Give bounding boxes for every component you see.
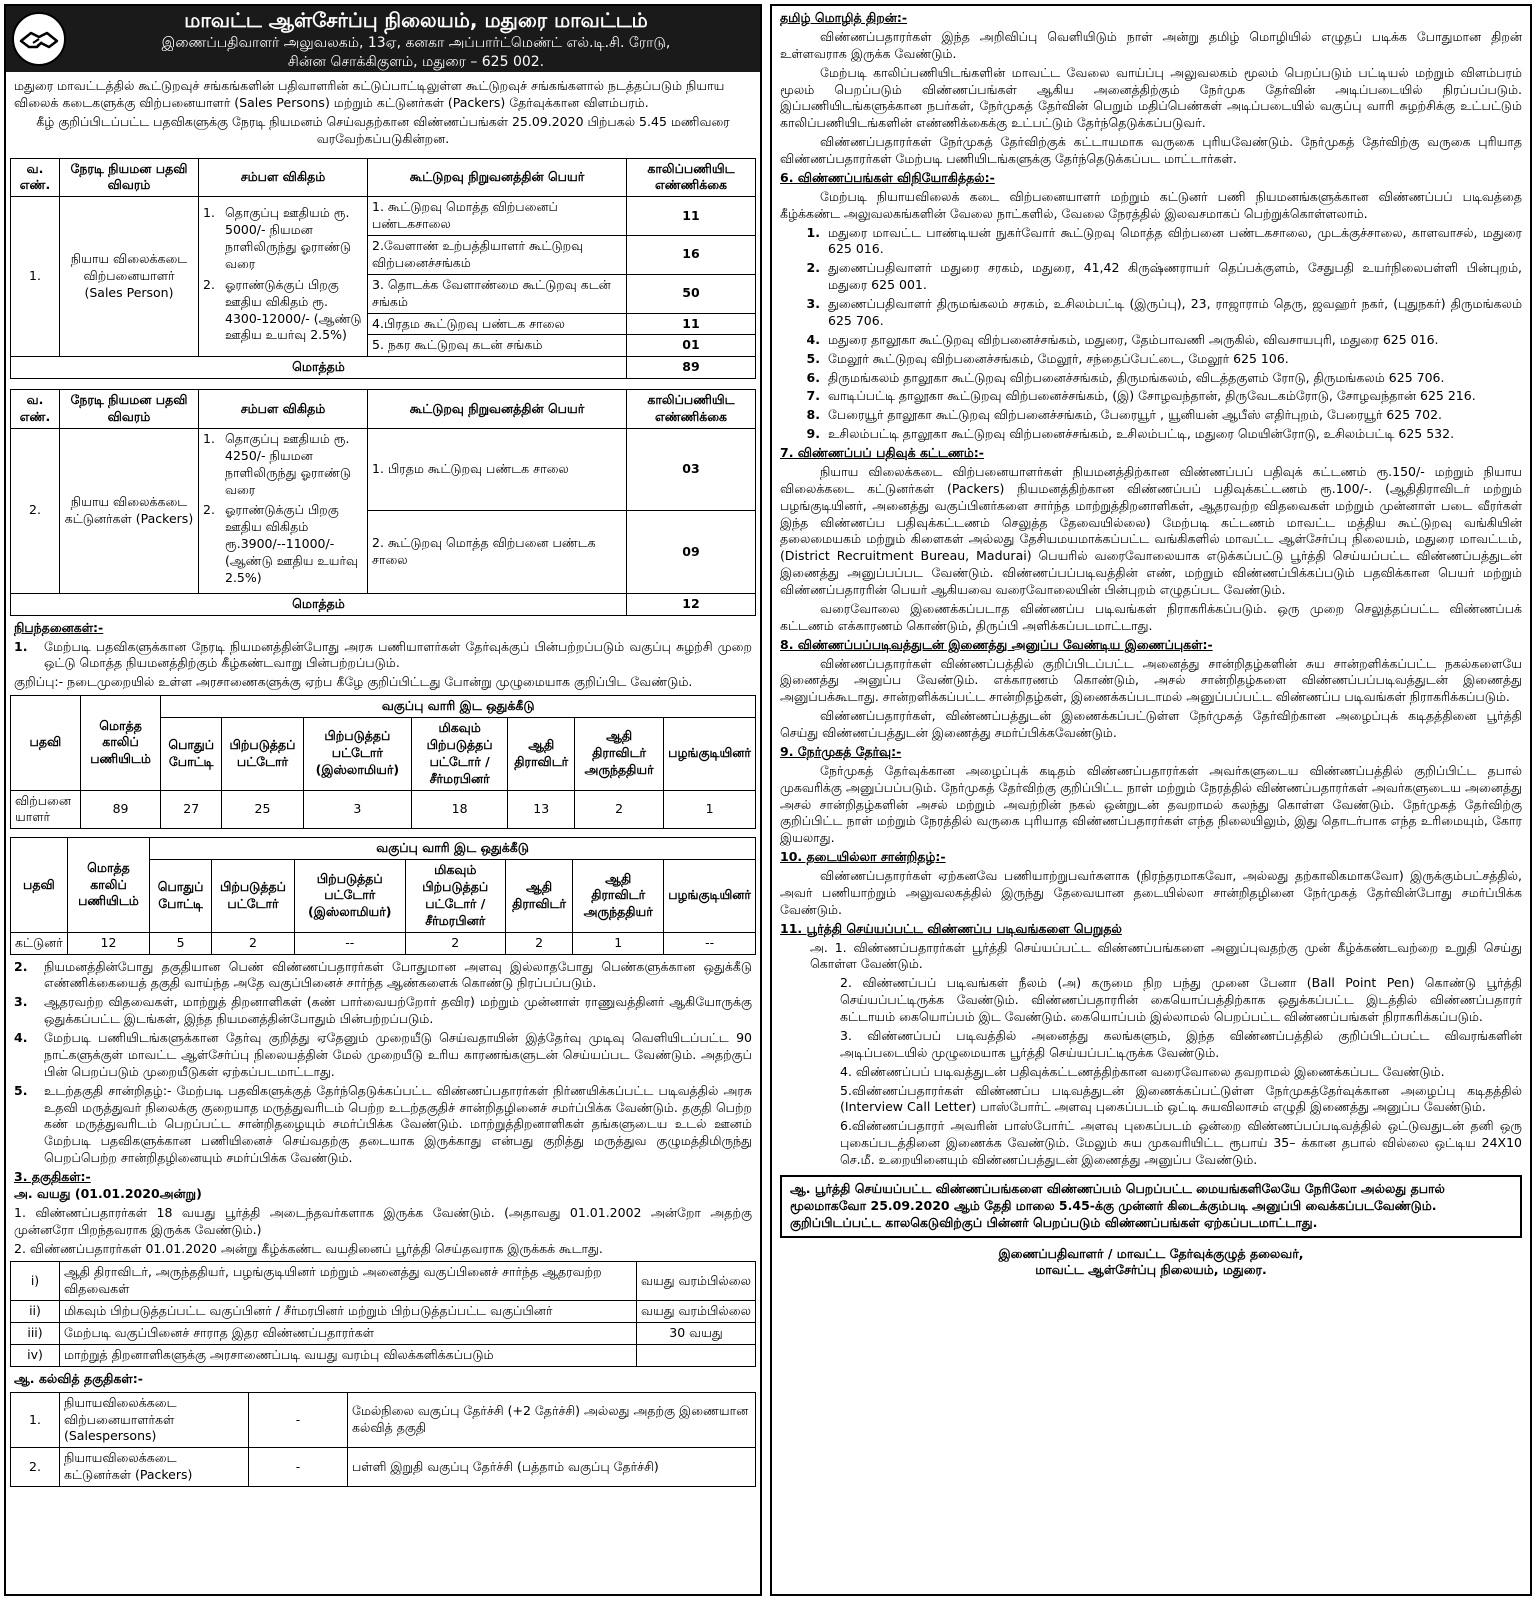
left-column	[4, 4, 762, 1596]
org-count: 16	[627, 236, 756, 275]
header	[6, 6, 760, 72]
row-post: நியாய விலைக்கடை கட்டுனர்கள் (Packers)	[60, 428, 199, 593]
section-10-heading: 10. தடையில்லா சான்றிதழ்:-	[780, 849, 946, 865]
reservation-table-sales: பதவி மொத்த காலிப் பணியிடம் வகுப்பு வாரி இட ஒதுக்கீடு பொதுப் போட்டி பிற்படுத்தப் பட்டோர் பிற்படுத்தப் பட்டோர் (இஸ்லாமியர்) மிகவும் பிற்படுத்தப் பட்டோர் / சீர்மரபினர் ஆதி திராவிடர் ஆதி திராவிடர் அருந்ததியர் பழங்குடியினர் விற்பனை யாளர் 89 27 25 3 18 13 2 1	[10, 695, 756, 829]
list-item: 9. உசிலம்பட்டி தாலூகா கூட்டுறவு விற்பனைச்சங்கம், உசிலம்பட்டி, மதுரை மெயின்ரோடு, உசிலம்பட்டி 625 532.	[806, 426, 1455, 442]
table-row: கட்டுனர் 12 5 2 -- 2 2 1 --	[11, 932, 756, 954]
col-vacancy: காலிப்பணியிட எண்ணிக்கை	[627, 158, 756, 197]
conditions: நிபந்தனைகள்:- 1. மேற்படி பதவிகளுக்கான நேரடி நியமனத்தின்போது அரசு பணியாளர்கள் தேர்வுக்குப் பின்பற்றப்படும் வகுப்பு சுழற்சி முறை ஒட்டு மொத்த நியமனத்திற்கும் கீழ்கண்டவாறு பின்பற்றப்படும். குறிப்பு:- நடைமுறையில் உள்ள அரசாணைகளுக்கு ஏற்ப கீழே குறிப்பிட்டது போன்று முழுமையாக குறிப்பிட வேண்டும்.	[14, 619, 752, 690]
table-row: iv) மாற்றுத் திறனாளிகளுக்கு அரசாணைப்படி வயது வரம்பு விலக்களிக்கப்படும்	[11, 1344, 756, 1366]
total-label: மொத்தம்	[11, 357, 627, 379]
sales-person-vacancy-table	[10, 158, 756, 380]
deadline-notice: ஆ. பூர்த்தி செய்யப்பட்ட விண்ணப்பங்களை விண்ணப்பம் பெறப்பட்ட மையங்களிலேயே நேரிலோ அல்லது தபால் மூலமாகவோ 25.09.2020 ஆம் தேதி மாலை 5.45-க்கு முன்னர் கிடைக்கும்படி அனுப்பி வைக்கப்படவேண்டும். குறிப்பிடப்பட்ட காலகெடுவிற்குப் பின்னர் பெறப்படும் விண்ணப்பங்கள் ஏற்கப்படமாட்டாது.	[780, 1175, 1522, 1238]
intro-paragraph: மதுரை மாவட்டத்தில் கூட்டுறவுச் சங்கங்களின் பதிவாளரின் கட்டுப்பாட்டிலுள்ள கூட்டுறவுச் சங்கங்களால் நடத்தப்படும் நியாய விலைக் கடைகளுக்கு விற்பனையாளர் (Sales Persons) மற்றும் கட்டுனர்கள் (Packers) தேர்வுக்கான விளம்பரம்.	[14, 78, 725, 110]
org-count: 03	[627, 428, 756, 510]
row-sno: 1.	[11, 197, 60, 357]
list-item: 6. திருமங்கலம் தாலூகா கூட்டுறவு விற்பனைச்சங்கம், திருமங்கலம், விடத்தகுளம் ரோடு, திருமங்கலம் 625 706.	[806, 369, 1445, 385]
row-post: நியாய விலைக்கடை விற்பனையாளர் (Sales Person)	[60, 197, 199, 357]
org-name: 2.வேளாண் உற்பத்தியாளர் கூட்டுறவு விற்பனைச்சங்கம்	[368, 236, 627, 275]
packer-vacancy-table	[10, 389, 756, 616]
education-table	[10, 1392, 756, 1487]
list-item: 2. விண்ணப்பப் படிவங்கள் நீலம் (அ) கருமை நிற பந்து முனை பேனா (Ball Point Pen) கொண்டு பூர்த்தி செய்யப்பட்டிருக்க வேண்டும். விண்ணப்பதாரரின் கையொப்பத்திற்காக ஒதுக்கப்பட்ட இடத்தில் விண்ணப்பதாரர் கட்டாயம் கையொப்பம் இட வேண்டும். கையொப்பம் இல்லாமல் பெறப்பட்ட விண்ணப்பங்கள் நிராகரிக்கப்படும்.	[840, 975, 1522, 1024]
list-item: 5.விண்ணப்பதாரர்கள் விண்ணப்ப படிவத்துடன் இணைக்கப்பட்டுள்ள நேர்முகத்தேர்வுக்கான அழைப்பு கடிதத்தில் (Interview Call Letter) பாஸ்போர்ட் அளவு புகைப்படம் ஒட்டி சுயவிலாசம் எழுதி இணைத்து அனுப்ப வேண்டும்.	[840, 1082, 1522, 1115]
org-name: 4.பிரதம கூட்டுறவு பண்டக சாலை	[368, 313, 627, 335]
table-row: iii) மேற்படி வகுப்பினைச் சாராத இதர விண்ணப்பதாரர்கள் 30 வயது	[11, 1323, 756, 1345]
office-address-line2: சின்ன சொக்கிகுளம், மதுரை – 625 002.	[287, 53, 545, 70]
signature-line1: இணைப்பதிவாளர் / மாவட்ட தேர்வுக்குழுத் தலைவர்,	[998, 1245, 1304, 1261]
reservation-table-packers: பதவி மொத்த காலிப் பணியிடம் வகுப்பு வாரி இட ஒதுக்கீடு பொதுப் போட்டி பிற்படுத்தப் பட்டோர் பிற்படுத்தப் பட்டோர் (இஸ்லாமியர்) மிகவும் பிற்படுத்தப் பட்டோர் / சீர்மரபினர் ஆதி திராவிடர் ஆதி திராவிடர் அருந்ததியர் பழங்குடியினர் கட்டுனர் 12 5 2 -- 2 2 1 --	[10, 837, 756, 954]
intro	[6, 72, 760, 154]
list-item: 7. வாடிப்பட்டி தாலூகா கூட்டுறவு விற்பனைச்சங்கம், (இ) சோழவந்தான், திருவேடகம்ரோடு, சோழவந்தான் 625 216.	[806, 388, 1476, 404]
list-item: 6.விண்ணப்பதாரர் அவரின் பாஸ்போர்ட் அளவு புகைப்படம் ஒன்றை விண்ணப்பப்படிவத்தில் ஒட்டுவதுடன் தனி ஒரு புகைப்படத்தினை இணைக்க வேண்டும். மேலும் சுய முகவரியிட்ட ரூபாய் 35– க்கான தபால் வில்லை ஒட்டிய 24X10 செ.மீ. உறையினையும் விண்ணப்பத்துடன் இணைத்து அனுப்ப வேண்டும்.	[840, 1118, 1522, 1167]
total-value: 89	[627, 357, 756, 379]
list-item: 2. நியமனத்தின்போது தகுதியான பெண் விண்ணப்பதாரர்கள் போதுமான அளவு இல்லாதபோது பெண்களுக்கான ஒதுக்கீடு எண்ணிக்கையைத் தகுதி வாய்ந்த அதே வகுப்பினைச் சார்ந்த ஆண்களைக் கொண்டு நிரப்பப்படும்.	[14, 958, 752, 991]
salary-item: ஓராண்டுக்குப் பிறகு ஊதிய விகிதம் ரூ.3900/--11000/- (ஆண்டு ஊதிய உயர்வு 2.5%)	[225, 502, 358, 585]
list-item: 5. உடற்தகுதி சான்றிதழ்:- மேற்படி பதவிகளுக்குத் தேர்ந்தெடுக்கப்பட்ட விண்ணப்பதாரர்கள் நிர்ணயிக்கப்பட்ட படிவத்தில் அரசு உதவி மருத்துவர் நிலைக்கு குறையாத மருத்துவரிடம் பெற்ற உடற்தகுதிச் சான்றிதழினைச் சமர்ப்பிக்க வேண்டும். தகுதி பெற்ற கண் மருத்துவரிடம் பெறப்பட்ட சான்றிதழையும் சமர்ப்பிக்க வேண்டும். மாற்றுத்திறனாளிகள் தங்களுடைய உடல் ஊனம் மேற்படி பதவிகளுக்கான பணியினைச் செய்வதற்கு தடையாக இருக்காது என்பது குறித்து மருத்துவ குழுமத்திமிருந்து பெறப்பெற்ற சான்றிதழினையும் சமர்ப்பிக்க வேண்டும்.	[14, 1082, 752, 1166]
table-row: ii) மிகவும் பிற்படுத்தப்பட்ட வகுப்பினர் / சீர்மரபினர் மற்றும் பிற்படுத்தப்பட்ட வகுப்பினர் வயது வரம்பில்லை	[11, 1301, 756, 1323]
res-col-total: மொத்த காலிப் பணியிடம்	[80, 696, 161, 790]
row-salary: 1. தொகுப்பு ஊதியம் ரூ. 4250/- நியமன நாளிலிருந்து ஓராண்டு வரை 2. ஓராண்டுக்குப் பிறகு ஊதிய விகிதம் ரூ.3900/--11000/- (ஆண்டு ஊதிய உயர்வு 2.5%)	[199, 428, 368, 593]
intro-deadline: கீழ் குறிப்பிடப்பட்ட பதவிகளுக்கு நேரடி நியமனம் செய்வதற்கான விண்ணப்பங்கள் 25.09.2020 பிற்பகல் 5.45 மணிவரை வரவேற்கப்படுகின்றன.	[36, 113, 730, 146]
col-post: நேரடி நியமன பதவி விவரம்	[60, 158, 199, 197]
section-8-heading: 8. விண்ணப்பப்படிவத்துடன் இணைத்து அனுப்ப வேண்டிய இணைப்புகள்:-	[780, 636, 1213, 652]
org-count: 09	[627, 511, 756, 593]
table-row: i) ஆதி திராவிடர், அருந்ததியர், பழங்குடியினர் மற்றும் அனைத்து வகுப்பினைச் சார்ந்த ஆதரவற்ற விதவைகள் வயது வரம்பில்லை	[11, 1262, 756, 1301]
address-list	[780, 225, 1522, 444]
more-conditions	[6, 959, 760, 1168]
list-item: 4. மேற்படி பணியிடங்களுக்கான தேர்வு குறித்து ஏதேனும் முறையீடு செய்வதாயின் இத்தேர்வு முடிவு வெளியிடப்பட்ட 90 நாட்களுக்குள் மாவட்ட ஆள்சேர்ப்பு நிலையத்தின் மேல் முறையீடு உரிய காரணங்களுடன் செய்யப்பட வேண்டும். அதற்குப் பின் பெறப்படும் முறையீடுகள் ஏற்கப்படமாட்டாது.	[14, 1030, 752, 1079]
list-item: 4. மதுரை தாலூகா கூட்டுறவு விற்பனைச்சங்கம், மதுரை, தேம்பாவணி அருகில், விவசாயபுரி, மதுரை 625 016.	[806, 331, 1439, 347]
org-name: 5. நகர கூட்டுறவு கடன் சங்கம்	[368, 335, 627, 357]
org-name: 3. தொடக்க வேளாண்மை கூட்டுறவு கடன் சங்கம்	[368, 274, 627, 313]
org-count: 11	[627, 313, 756, 335]
salary-item: ஓராண்டுக்குப் பிறகு ஊதிய விகிதம் ரூ. 4300-12000/- (ஆண்டு ஊதிய உயர்வு 2.5%)	[225, 276, 362, 343]
office-title: மாவட்ட ஆள்சேர்ப்பு நிலையம், மதுரை மாவட்டம்	[184, 7, 648, 32]
org-count: 11	[627, 197, 756, 236]
org-count: 50	[627, 274, 756, 313]
list-item: 2. துணைப்பதிவாளர் மதுரை சரகம், மதுரை, 41,42 கிருஷ்ணராயர் தெப்பக்குளம், சேதுபதி உயர்நிலைபள்ளி பின்புறம், மதுரை 625 001.	[806, 260, 1522, 293]
res-col-post: பதவி	[11, 696, 81, 790]
right-column: தமிழ் மொழித் திறன்:- விண்ணப்பதாரர்கள் இந்த அறிவிப்பு வெளியிடும் நாள் அன்று தமிழ் மொழியில் எழுதப் படிக்க போதுமான திறன் உள்ளவராக இருக்க வேண்டும். மேற்படி காலிப்பணியிடங்களின் மாவட்ட வேலை வாய்ப்பு அலுவலகம் மூலம் பெறப்படும் பட்டியல் மற்றும் விளம்பரம் மூலம் பெறப்படும் விண்ணப்பங்கள் ஆகிய அனைத்திற்கும் நேர்முக தேர்வின் அடிப்படையில் நிரப்பப்படும். இப்பணியிடங்களுக்கான நபர்கள், நேர்முகத் தேர்வின் பெறும் மதிப்பெண்கள் அடிப்படையில் வகுப்பு வாரி சுழற்சிக்கு உட்பட்டும் காலிப்பணியிடங்களின் எண்ணிக்கைக்கு உட்பட்டும் தேர்ந்தெடுக்கப்படுவர். விண்ணப்பதாரர்கள் நேர்முகத் தேர்விற்குக் கட்டாயமாக வருகை புரியவேண்டும். நேர்முகத் தேர்விற்கு வருகை புரியாத விண்ணப்பதாரர்கள் மேற்படி பணியிடங்களுக்கு தேர்ந்தெடுக்கப்பட மாட்டார்கள். 6. விண்ணப்பங்கள் விநியோகித்தல்:- மேற்படி நியாயவிலைக் கடை விற்பனையாளர் மற்றும் கட்டுனர் பணி நியமனங்களுக்கான விண்ணப்பப் படிவத்தை கீழ்க்கண்ட அலுவலகங்களின் வேலை நாட்களில், வேலை நேரத்தில் இலவசமாகப் பெற்றுக்கொள்ளலாம். 1. மதுரை மாவட்ட பாண்டியன் நுகர்வோர் கூட்டுறவு மொத்த விற்பனை பண்டகசாலை, முடக்குச்சாலை, காளவாசல், மதுரை 625 016. 2. துணைப்பதிவாளர் மதுரை சரகம், மதுரை, 41,42 கிருஷ்ணராயர் தெப்பக்குளம், சேதுபதி உயர்நிலைபள்ளி பின்புறம், மதுரை 625 001. 3. துணைப்பதிவாளர் திருமங்கலம் சரகம், உசிலம்பட்டி (இருப்பு), 23, ராஜாராம் தெரு, ஜவஹர் நகர், (புதுநகர்) திருமங்கலம் 625 706. 4. மதுரை தாலூகா கூட்டுறவு விற்பனைச்சங்கம், மதுரை, தேம்பாவணி அருகில், விவசாயபுரி, மதுரை 625 016. 5. மேலூர் கூட்டுறவு விற்பனைச்சங்கம், மேலூர், சந்தைப்பேட்டை, மேலூர் 625 106. 6. திருமங்கலம் தாலூகா கூட்டுறவு விற்பனைச்சங்கம், திருமங்கலம், விடத்தகுளம் ரோடு, திருமங்கலம் 625 706. 7. வாடிப்பட்டி தாலூகா கூட்டுறவு விற்பனைச்சங்கம், (இ) சோழவந்தான், திருவேடகம்ரோடு, சோழவந்தான் 625 216. 8. பேரையூர் தாலூகா கூட்டுறவு விற்பனைச்சங்கம், பேரையூர் , யூனியன் ஆபீஸ் எதிர்புறம், பேரையூர் 625 702. 9. உசிலம்பட்டி தாலூகா கூட்டுறவு விற்பனைச்சங்கம், உசிலம்பட்டி, மதுரை மெயின்ரோடு, உசிலம்பட்டி 625 532. 7. விண்ணப்பப் பதிவுக் கட்டணம்:- நியாய விலைக்கடை விற்பனையாளர்கள் நியமனத்திற்கான விண்ணப்பப் பதிவுக் கட்டணம் ரூ.150/- மற்றும் நியாய விலைக்கடை கட்டுனர்கள் (Packers) நியமனத்திற்கான விண்ணப்பப் பதிவுக்கட்டணம் ரூ.100/-. (ஆதிதிராவிடர் மற்றும் பழங்குடியினர், அனைத்து வகுப்பினர்களை சார்ந்த மாற்றுத்திறனாளிகள், ஆதரவற்ற விதவைகள் மற்றும் முன்னாள் படை வீரர்கள் இந்த விண்ணப்ப பதிவுக்கட்டணம் செலுத்த தேவையில்லை) மேற்படி கட்டணம் மாவட்ட மத்திய கூட்டுறவு வங்கியின் தலைமையகம் மற்றும் கிளைகள் அல்லது தேசியமயமாக்கப்பட்ட வங்கிகளில் மாவட்ட ஆள்சேர்ப்பு நிலையம், மதுரை மாவட்டம், (District Recruitment Bureau, Madurai) பெயரில் வரைவோலையாக எடுக்கப்பட்டு பூர்த்தி செய்யப்பட்ட விண்ணப்பத்துடன் இணைத்து அனுப்பப்பட வேண்டும். விண்ணப்பப்படிவத்தின் எண், மற்றும் விண்ணப்பிக்கப்படும் பதவிக்கான பெயர் மற்றும் விண்ணப்பதாரரின் பெயர் ஆகியவை வரைவோலையின் பின்புறம் எழுதப்பட வேண்டும். வரைவோலை இணைக்கப்படாத விண்ணப்ப படிவங்கள் நிராகரிக்கப்படும். ஒரு முறை செலுத்தப்பட்ட விண்ணப்பக் கட்டணம் எக்காரணம் கொண்டும், திருப்பி அளிக்கப்படமாட்டாது. 8. விண்ணப்பப்படிவத்துடன் இணைத்து அனுப்ப வேண்டிய இணைப்புகள்:- விண்ணப்பதாரர்கள் விண்ணப்பத்தில் குறிப்பிடப்பட்ட அனைத்து சான்றிதழ்களின் சுய சான்றளிக்கப்பட்ட நகல்களையே இணைத்து அனுப்ப வேண்டும். எக்காரணம் கொண்டும், அசல் சான்றிதழ்களை விண்ணப்பப்படிவத்துடன் இணைத்து அனுப்பக்கூடாது. சான்றளிக்கப்பட்ட சான்றிதழ்கள், இணைக்கப்படாமல் அனுப்பப்பட்ட விண்ணப்ப படிவங்கள் நிராகரிக்கப்படும். விண்ணப்பதாரர்கள், விண்ணப்பத்துடன் இணைக்கப்பட்டுள்ள நேர்முகத் தேர்விற்கான அழைப்புக் கடிதத்தினை பூர்த்தி செய்து விண்ணப்பத்துடன் இணைத்து சமர்ப்பிக்கவேண்டும். 9. நேர்முகத் தேர்வு:- நேர்முகத் தேர்வுக்கான அழைப்புக் கடிதம் விண்ணப்பதாரர்கள் அவர்களுடைய விண்ணப்பத்தில் குறிப்பிட்ட தபால் முகவரிக்கு அனுப்பப்படும். நேர்முகத் தேர்விற்கு குறிப்பிட்ட நாள் மற்றும் நேரத்தில் விண்ணப்பதாரர்கள் அவர்களுடைய அனைத்து அசல் சான்றிதழ்களின் அசல் மற்றும் அவற்றின் நகல் ஒன்றுடன் தவறாமல் கலந்து கொள்ள வேண்டும். நேர்முகத் தேர்விற்கு குறிப்பிட்ட நாள் மற்றும் நேரத்தில் வருகை புரியாத விண்ணப்பதாரர்கள் எந்த நிலையிலும், இது தொடர்பாக எந்த உரிமையும், கோர இயலாது. 10. தடையில்லா சான்றிதழ்:- விண்ணப்பதாரர்கள் ஏற்கனவே பணியாற்றுபவர்களாக (நிரந்தரமாகவோ, அல்லது தற்காலிகமாகவோ) இருக்கும்பட்சத்தில், அவர் பணியாற்றும் அலுவலகத்தில் இருந்து தேவையான தடையில்லா சான்றிதழினை நேர்முகத் தேர்வின்போது சமர்ப்பிக்க வேண்டும். 11. பூர்த்தி செய்யப்பட்ட விண்ணப்ப படிவங்களை பெறுதல் அ. 1. விண்ணப்பதாரர்கள் பூர்த்தி செய்யப்பட்ட விண்ணப்பங்களை அனுப்புவதற்கு முன் கீழ்க்கண்டவற்றை உறுதி செய்து கொள்ள வேண்டும். 2. விண்ணப்பப் படிவங்கள் நீலம் (அ) கருமை நிற பந்து முனை பேனா (Ball Point Pen) கொண்டு பூர்த்தி செய்யப்பட்டிருக்க வேண்டும். விண்ணப்பதாரரின் கையொப்பத்திற்காக ஒதுக்கப்பட்ட இடத்தில் விண்ணப்பதாரர் கட்டாயம் கையொப்பம் இட வேண்டும். கையொப்பம் இல்லாமல் பெறப்பட்ட விண்ணப்பங்கள் நிராகரிக்கப்படும். 3. விண்ணப்பப் படிவத்தில் அனைத்து கலங்களும், இந்த விண்ணப்பத்தில் குறிப்பிடப்பட்ட விவரங்களின் அடிப்படையில் முழுமையாக பூர்த்தி செய்யப்பட்டிருக்க வேண்டும். 4. விண்ணப்பப் படிவத்துடன் பதிவுக்கட்டணத்திற்கான வரைவோலை தவறாமல் இணைக்கப்பட வேண்டும். 5.விண்ணப்பதாரர்கள் விண்ணப்ப படிவத்துடன் இணைக்கப்பட்டுள்ள நேர்முகத்தேர்வுக்கான அழைப்பு கடிதத்தில் (Interview Call Letter) பாஸ்போர்ட் அளவு புகைப்படம் ஒட்டி சுயவிலாசம் எழுதி இணைத்து அனுப்ப வேண்டும். 6.விண்ணப்பதாரர் அவரின் பாஸ்போர்ட் அளவு புகைப்படம் ஒன்றை விண்ணப்பப்படிவத்தில் ஒட்டுவதுடன் தனி ஒரு புகைப்படத்தினை இணைக்க வேண்டும். மேலும் சுய முகவரியிட்ட ரூபாய் 35– க்கான தபால் வில்லை ஒட்டிய 24X10 செ.மீ. உறையினையும் விண்ணப்பத்துடன் இணைத்து அனுப்ப வேண்டும். ஆ. பூர்த்தி செய்யப்பட்ட விண்ணப்பங்களை விண்ணப்பம் பெறப்பட்ட மையங்களிலேயே நேரிலோ அல்லது தபால் மூலமாகவோ 25.09.2020 ஆம் தேதி மாலை 5.45-க்கு முன்னர் கிடைக்கும்படி அனுப்பி வைக்கப்படவேண்டும். குறிப்பிடப்பட்ட காலகெடுவிற்குப் பின்னர் பெறப்படும் விண்ணப்பங்கள் ஏற்கப்படமாட்டாது. இணைப்பதிவாளர் / மாவட்ட தேர்வுக்குழுத் தலைவர், மாவட்ட ஆள்சேர்ப்பு நிலையம், மதுரை.	[770, 4, 1532, 1596]
res-col-group: வகுப்பு வாரி இட ஒதுக்கீடு	[161, 696, 756, 718]
col-org: கூட்டுறவு நிறுவனத்தின் பெயர்	[368, 390, 627, 429]
row-sno: 2.	[11, 428, 60, 593]
list-item: 8. பேரையூர் தாலூகா கூட்டுறவு விற்பனைச்சங்கம், பேரையூர் , யூனியன் ஆபீஸ் எதிர்புறம், பேரையூர் 625 702.	[806, 407, 1443, 423]
conditions-heading: நிபந்தனைகள்:-	[14, 619, 104, 635]
list-item: 4. விண்ணப்பப் படிவத்துடன் பதிவுக்கட்டணத்திற்கான வரைவோலை தவறாமல் இணைக்கப்பட வேண்டும்.	[840, 1063, 1445, 1079]
col-vacancy: காலிப்பணியிட எண்ணிக்கை	[627, 390, 756, 429]
col-sno: வ. எண்.	[11, 158, 60, 197]
org-count: 01	[627, 335, 756, 357]
section-6-heading: 6. விண்ணப்பங்கள் விநியோகித்தல்:-	[780, 169, 995, 185]
list-item: 5. மேலூர் கூட்டுறவு விற்பனைச்சங்கம், மேலூர், சந்தைப்பேட்டை, மேலூர் 625 106.	[806, 350, 1289, 366]
total-label: மொத்தம்	[11, 593, 627, 615]
col-salary: சம்பள விகிதம்	[199, 390, 368, 429]
table-row: 1. நியாயவிலைக்கடை விற்பனையாளர்கள் (Salespersons) - மேல்நிலை வகுப்பு தேர்ச்சி (+2 தேர்ச்சி) அல்லது அதற்கு இணையான கல்வித் தகுதி	[11, 1392, 756, 1448]
row-salary: 1. தொகுப்பு ஊதியம் ரூ. 5000/- நியமன நாளிலிருந்து ஓராண்டு வரை 2. ஓராண்டுக்குப் பிறகு ஊதிய விகிதம் ரூ. 4300-12000/- (ஆண்டு ஊதிய உயர்வு 2.5%)	[199, 197, 368, 357]
qualifications: 3. தகுதிகள்:- அ. வயது (01.01.2020அன்று) 1. விண்ணப்பதாரர்கள் 18 வயது பூர்த்தி அடைந்தவர்களாக இருக்க வேண்டும். (அதாவது 01.01.2002 அன்றோ அதற்கு முன்னரோ பிறந்தவராக இருக்க வேண்டும்.) 2. விண்ணப்பதாரர்கள் 01.01.2020 அன்று கீழ்க்கண்ட வயதினைப் பூர்த்தி செய்தவராக இருக்கக் கூடாது.	[14, 1169, 752, 1256]
age-limit-table	[10, 1261, 756, 1366]
conditions-note: குறிப்பு:- நடைமுறையில் உள்ள அரசாணைகளுக்கு ஏற்ப கீழே குறிப்பிட்டது போன்று முழுமையாக குறிப்பிட வேண்டும்.	[14, 674, 693, 690]
tamil-heading: தமிழ் மொழித் திறன்:-	[780, 10, 908, 25]
org-name: 1. பிரதம கூட்டுறவு பண்டக சாலை	[368, 428, 627, 510]
salary-item: தொகுப்பு ஊதியம் ரூ. 5000/- நியமன நாளிலிருந்து ஓராண்டு வரை	[225, 205, 352, 271]
org-name: 2. கூட்டுறவு மொத்த விற்பனை பண்டக சாலை	[368, 511, 627, 593]
org-name: 1. கூட்டுறவு மொத்த விற்பனைப் பண்டகசாலை	[368, 197, 627, 236]
list-item: 3. விண்ணப்பப் படிவத்தில் அனைத்து கலங்களும், இந்த விண்ணப்பத்தில் குறிப்பிடப்பட்ட விவரங்களின் அடிப்படையில் முழுமையாக பூர்த்தி செய்யப்பட்டிருக்க வேண்டும்.	[840, 1027, 1522, 1060]
office-address-line1: இணைப்பதிவாளர் அலுவலகம், 13ஏ, கனகா அப்பார்ட்மெண்ட் எல்.டி.சி. ரோடு,	[161, 34, 671, 51]
total-value: 12	[627, 593, 756, 615]
handshake-logo-icon	[6, 8, 72, 70]
list-item: 1. மதுரை மாவட்ட பாண்டியன் நுகர்வோர் கூட்டுறவு மொத்த விற்பனை பண்டகசாலை, முடக்குச்சாலை, காளவாசல், மதுரை 625 016.	[806, 224, 1522, 257]
salary-item: தொகுப்பு ஊதியம் ரூ. 4250/- நியமன நாளிலிருந்து ஓராண்டு வரை	[225, 430, 352, 497]
section-9-heading: 9. நேர்முகத் தேர்வு:-	[780, 743, 902, 759]
section-11-heading: 11. பூர்த்தி செய்யப்பட்ட விண்ணப்ப படிவங்களை பெறுதல்	[780, 920, 1122, 936]
col-org: கூட்டுறவு நிறுவனத்தின் பெயர்	[368, 158, 627, 197]
col-post: நேரடி நியமன பதவி விவரம்	[60, 390, 199, 429]
list-item: அ. 1. விண்ணப்பதாரர்கள் பூர்த்தி செய்யப்பட்ட விண்ணப்பங்களை அனுப்புவதற்கு முன் கீழ்க்கண்டவற்றை உறுதி செய்து கொள்ள வேண்டும்.	[810, 939, 1522, 972]
col-sno: வ. எண்.	[11, 390, 60, 429]
education-heading: ஆ. கல்வித் தகுதிகள்:-	[14, 1370, 143, 1386]
list-item: 3. துணைப்பதிவாளர் திருமங்கலம் சரகம், உசிலம்பட்டி (இருப்பு), 23, ராஜாராம் தெரு, ஜவஹர் நகர், (புதுநகர்) திருமங்கலம் 625 706.	[806, 296, 1522, 328]
list-item: 3. ஆதரவற்ற விதவைகள், மாற்றுத் திறனாளிகள் (கண் பார்வையற்றோர் தவிர) மற்றும் முன்னாள் ராணுவத்தினர் ஆகியோருக்கு ஒதுக்கப்பட்ட இடங்கள், இந்த நியமனத்தின்போதும் பின்பற்றப்படும்.	[14, 994, 752, 1027]
condition-1: மேற்படி பதவிகளுக்கான நேரடி நியமனத்தின்போது அரசு பணியாளர்கள் தேர்வுக்குப் பின்பற்றப்படும் வகுப்பு சுழற்சி முறை ஒட்டு மொத்த நியமனத்திற்கும் கீழ்கண்டவாறு பின்பற்றப்படும்.	[44, 638, 752, 671]
section-7-heading: 7. விண்ணப்பப் பதிவுக் கட்டணம்:-	[780, 445, 984, 460]
signature-line2: மாவட்ட ஆள்சேர்ப்பு நிலையம், மதுரை.	[1035, 1262, 1267, 1278]
col-salary: சம்பள விகிதம்	[199, 158, 368, 197]
table-row: விற்பனை யாளர் 89 27 25 3 18 13 2 1	[11, 790, 756, 829]
table-row: 2. நியாயவிலைக்கடை கட்டுனர்கள் (Packers) - பள்ளி இறுதி வகுப்பு தேர்ச்சி (பத்தாம் வகுப்பு தேர்ச்சி)	[11, 1448, 756, 1487]
